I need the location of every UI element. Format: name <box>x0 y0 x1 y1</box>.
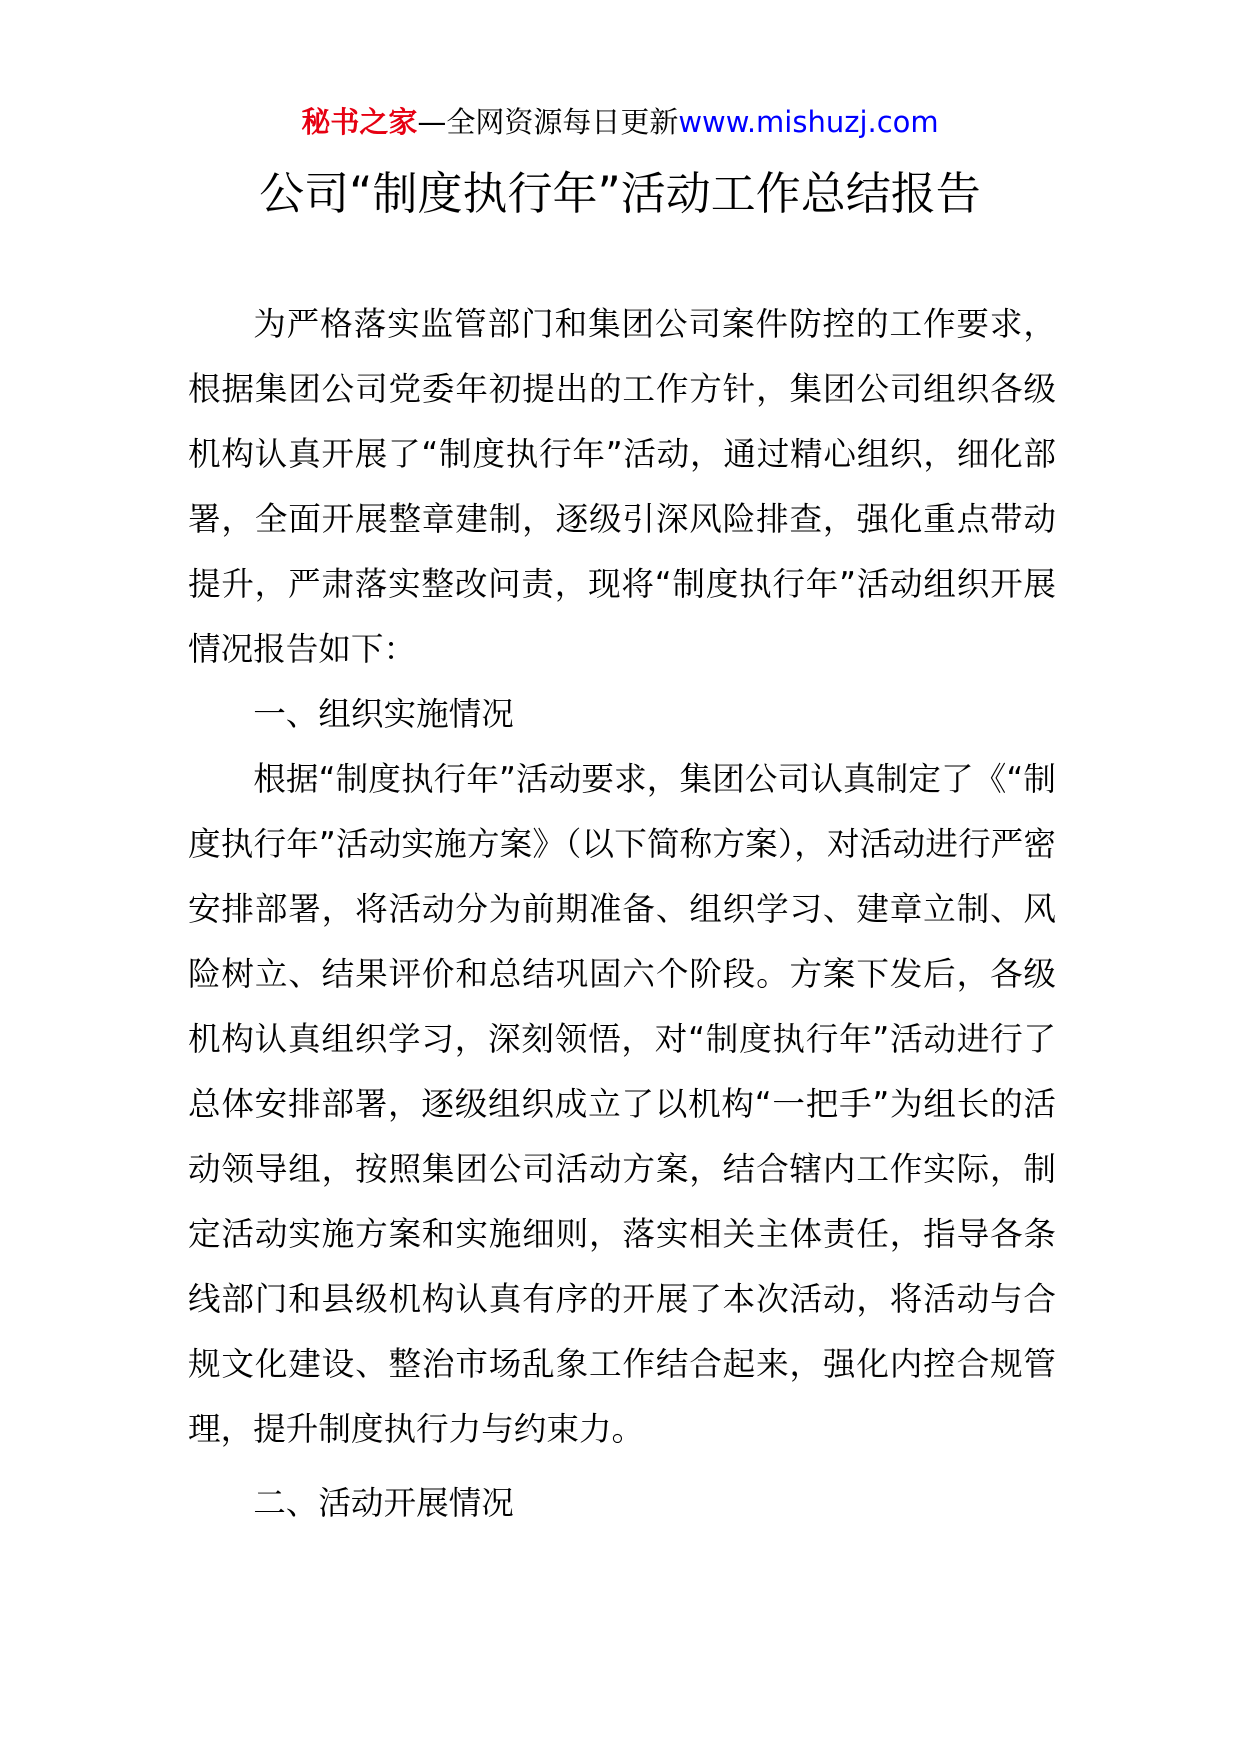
section-heading-2: 二、活动开展情况 <box>253 1484 514 1522</box>
section-heading-1: 一、组织实施情况 <box>253 695 514 733</box>
header-banner <box>0 102 1240 142</box>
header-tagline: —全网资源每日更新 <box>417 105 679 139</box>
intro-paragraph: 为严格落实监管部门和集团公司案件防控的工作要求，根据集团公司党委年初提出的工作方针，集团公司组织各级机构认真开展了“制度执行年”活动，通过精心组织，细化部署，全面开展整章建制，逐级引深风险排查，强化重点带动提升，严肃落实整改问责，现将“制度执行年”活动组织开展情况报告如下： <box>188 305 1056 668</box>
document-title: 公司“制度执行年”活动工作总结报告 <box>259 167 981 220</box>
brand-name: 秘书之家 <box>301 105 418 139</box>
site-url-link[interactable]: www.mishuzj.com <box>678 105 939 139</box>
document-body <box>188 292 1056 1536</box>
section-1-paragraph: 根据“制度执行年”活动要求，集团公司认真制定了《“制度执行年”活动实施方案》（以下简称方案），对活动进行严密安排部署，将活动分为前期准备、组织学习、建章立制、风险树立、结果评价和总结巩固六个阶段。方案下发后，各级机构认真组织学习，深刻领悟，对“制度执行年”活动进行了总体安排部署，逐级组织成立了以机构“一把手”为组长的活动领导组，按照集团公司活动方案，结合辖内工作实际，制定活动实施方案和实施细则，落实相关主体责任，指导各条线部门和县级机构认真有序的开展了本次活动，将活动与合规文化建设、整治市场乱象工作结合起来，强化内控合规管理，提升制度执行力与约束力。 <box>188 760 1056 1448</box>
